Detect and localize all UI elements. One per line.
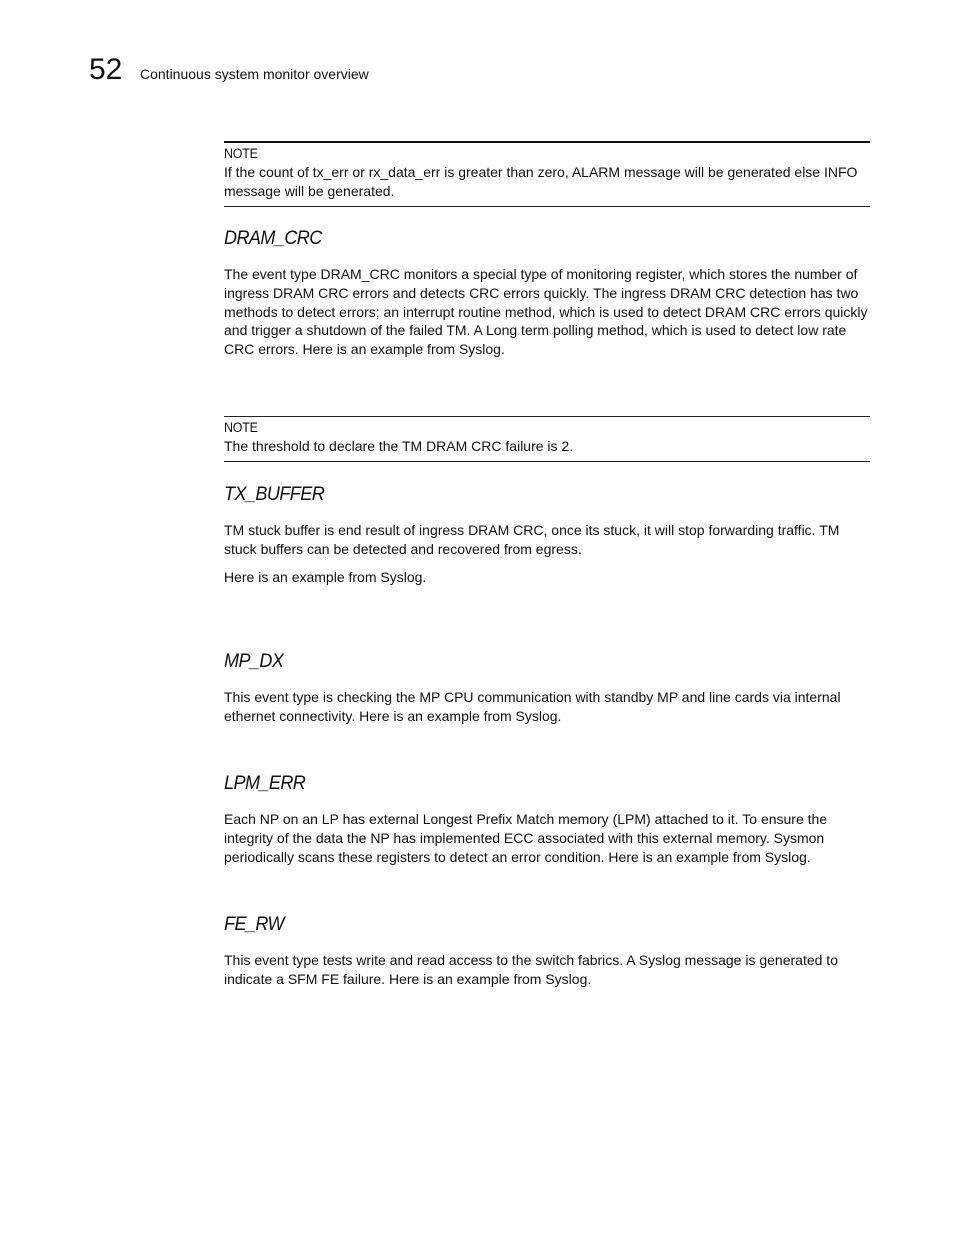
running-title: Continuous system monitor overview bbox=[140, 66, 369, 82]
heading-tx-buffer: TX_BUFFER bbox=[224, 484, 325, 505]
note-box-2 bbox=[224, 416, 870, 462]
note-text-1: If the count of tx_err or rx_data_err is greater than zero, ALARM message will be generated else INFO message will be generated. bbox=[224, 164, 858, 199]
heading-mp-dx: MP_DX bbox=[224, 651, 284, 672]
note-box-1 bbox=[224, 141, 870, 207]
paragraph-mp-dx: This event type is checking the MP CPU communication with standby MP and line cards via internal ethernet connectivity. Here is an example from Syslog. bbox=[224, 689, 841, 724]
note-label-2: NOTE bbox=[224, 420, 258, 435]
paragraph-fe-rw: This event type tests write and read access to the switch fabrics. A Syslog message is generated to indicate a SFM FE failure. Here is an example from Syslog. bbox=[224, 952, 838, 987]
note-label-1: NOTE bbox=[224, 146, 258, 161]
chapter-number: 52 bbox=[89, 53, 123, 86]
paragraph-lpm-err: Each NP on an LP has external Longest Prefix Match memory (LPM) attached to it. To ensure the integrity of the data the NP has implemented ECC associated with this external memory. Sysmon periodically scans these registers to detect an error condition. Here is an example from Syslog. bbox=[224, 811, 828, 865]
heading-lpm-err: LPM_ERR bbox=[224, 773, 306, 794]
heading-fe-rw: FE_RW bbox=[224, 914, 285, 935]
paragraph-dram-crc: The event type DRAM_CRC monitors a special type of monitoring register, which stores the number of ingress DRAM CRC errors and detects CRC errors quickly. The ingress DRAM CRC detection has two methods to detect errors; an interrupt routine method, which is used to detect DRAM CRC errors quickly and trigger a shutdown of the failed TM. A Long term polling method, which is used to detect low rate CRC errors. Here is an example from Syslog. bbox=[224, 266, 868, 358]
note-text-2: The threshold to declare the TM DRAM CRC failure is 2. bbox=[224, 438, 574, 454]
heading-dram-crc: DRAM_CRC bbox=[224, 228, 322, 249]
paragraph-tx-buffer: TM stuck buffer is end result of ingress DRAM CRC, once its stuck, it will stop forwarding traffic. TM stuck buffers can be detected and recovered from egress. bbox=[224, 522, 840, 557]
paragraph-tx-buffer-example: Here is an example from Syslog. bbox=[224, 569, 427, 585]
